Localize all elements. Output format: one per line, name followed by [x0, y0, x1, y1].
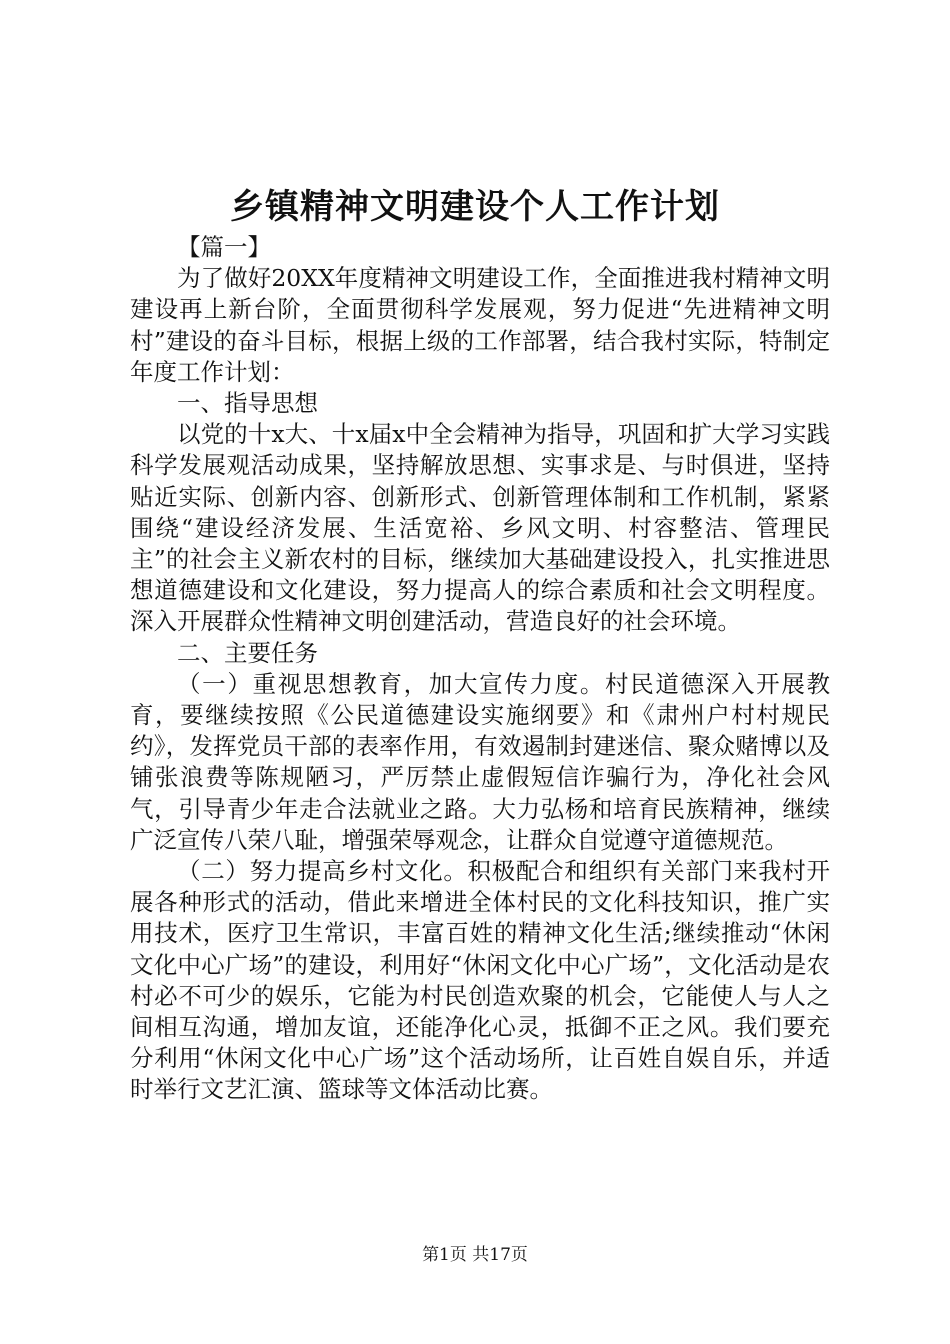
document-body — [130, 232, 830, 1106]
task-item-1: （一）重视思想教育，加大宣传力度。村民道德深入开展教育，要继续按照《公民道德建设实施纲要》和《肃州户村村规民约》，发挥党员干部的表率作用，有效遏制封建迷信、聚众赌博以及铺张浪费等陈规陋习，严厉禁止虚假短信诈骗行为，净化社会风气，引导青少年走合法就业之路。大力弘杨和培育民族精神，继续广泛宣传八荣八耻，增强荣辱观念，让群众自觉遵守道德规范。 — [130, 669, 830, 854]
task-item-2: （二）努力提高乡村文化。积极配合和组织有关部门来我村开展各种形式的活动，借此来增进全体村民的文化科技知识，推广实用技术，医疗卫生常识，丰富百姓的精神文化生活;继续推动“休闲文化中心广场”的建设，利用好“休闲文化中心广场”，文化活动是农村必不可少的娱乐，它能为村民创造欢聚的机会，它能使人与人之间相互沟通，增加友谊，还能净化心灵，抵御不正之风。我们要充分利用“休闲文化中心广场”这个活动场所，让百姓自娱自乐，并适时举行文艺汇演、篮球等文体活动比赛。 — [130, 857, 830, 1104]
guiding-thought-paragraph: 以党的十x大、十x届x中全会精神为指导，巩固和扩大学习实践科学发展观活动成果，坚持解放思想、实事求是、与时俱进，坚持贴近实际、创新内容、创新形式、创新管理体制和工作机制，紧紧围绕“建设经济发展、生活宽裕、乡风文明、村容整洁、管理民主”的社会主义新农村的目标，继续加大基础建设投入，扎实推进思想道德建设和文化建设，努力提高人的综合素质和社会文明程度。深入开展群众性精神文明创建活动，营造良好的社会环境。 — [130, 420, 830, 636]
document-title: 乡镇精神文明建设个人工作计划 — [230, 187, 720, 227]
heading-guiding-thought: 一、指导思想 — [177, 389, 318, 418]
heading-main-tasks: 二、主要任务 — [177, 638, 318, 667]
section-marker: 【篇一】 — [177, 233, 271, 261]
page-footer: 第1页 共17页 — [422, 1245, 528, 1265]
intro-paragraph: 为了做好20XX年度精神文明建设工作，全面推进我村精神文明建设再上新台阶，全面贯彻科学发展观，努力促进“先进精神文明村”建设的奋斗目标，根据上级的工作部署，结合我村实际，特制定年度工作计划： — [130, 264, 830, 386]
